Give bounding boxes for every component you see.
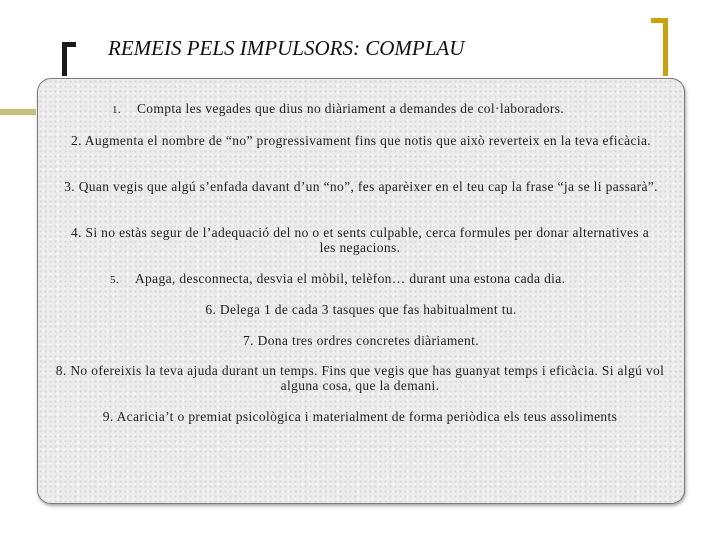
list-item-2 [56, 133, 666, 148]
list-item-4 [70, 225, 650, 255]
list-item-8 [44, 363, 676, 393]
list-item-text: 6. Delega 1 de cada 3 tasques que fas habitualment tu. [205, 302, 517, 317]
accent-bar [0, 109, 36, 115]
list-item-text: 9. Acaricia’t o premiat psicològica i materialment de forma periòdica els teus assoliments [102, 409, 618, 424]
list-item-3 [56, 179, 666, 194]
list-item-text: Compta les vegades que dius no diàriament a demandes de col·laboradors. [136, 101, 565, 116]
list-item-6 [56, 302, 666, 317]
list-item-7 [56, 333, 666, 348]
list-item-text: Apaga, desconnecta, desvia el mòbil, telèfon… durant una estona cada dia. [134, 271, 566, 286]
list-item-text: 3. Quan vegis que algú s’enfada davant d’un “no”, fes aparèixer en el teu cap la frase “ja se li passarà”. [64, 179, 658, 194]
list-item-text: 7. Dona tres ordres concretes diàriament. [243, 333, 479, 348]
list-item-number: 5. [110, 274, 119, 286]
title-bracket-left [62, 42, 67, 76]
list-item-9 [44, 409, 676, 424]
list-item-1 [112, 101, 652, 118]
title-bracket-right-top [651, 18, 668, 23]
title-bracket-right [663, 18, 668, 76]
list-item-text: 8. No ofereixis la teva ajuda durant un temps. Fins que vegis que has guanyat temps i eficàcia. Si algú vol alguna cosa, que la demani. [55, 363, 665, 393]
title-bracket-left-top [62, 42, 76, 47]
slide-title: REMEIS PELS IMPULSORS: COMPLAU [108, 36, 465, 60]
list-item-number: 1. [112, 104, 121, 116]
list-item-text: 4. Si no estàs segur de l’adequació del no o et sents culpable, cerca formules per donar alternatives a les negacions. [70, 225, 650, 255]
list-item-5 [110, 271, 650, 288]
list-item-text: 2. Augmenta el nombre de “no” progressivament fins que notis que això reverteix en la teva eficàcia. [70, 133, 652, 148]
